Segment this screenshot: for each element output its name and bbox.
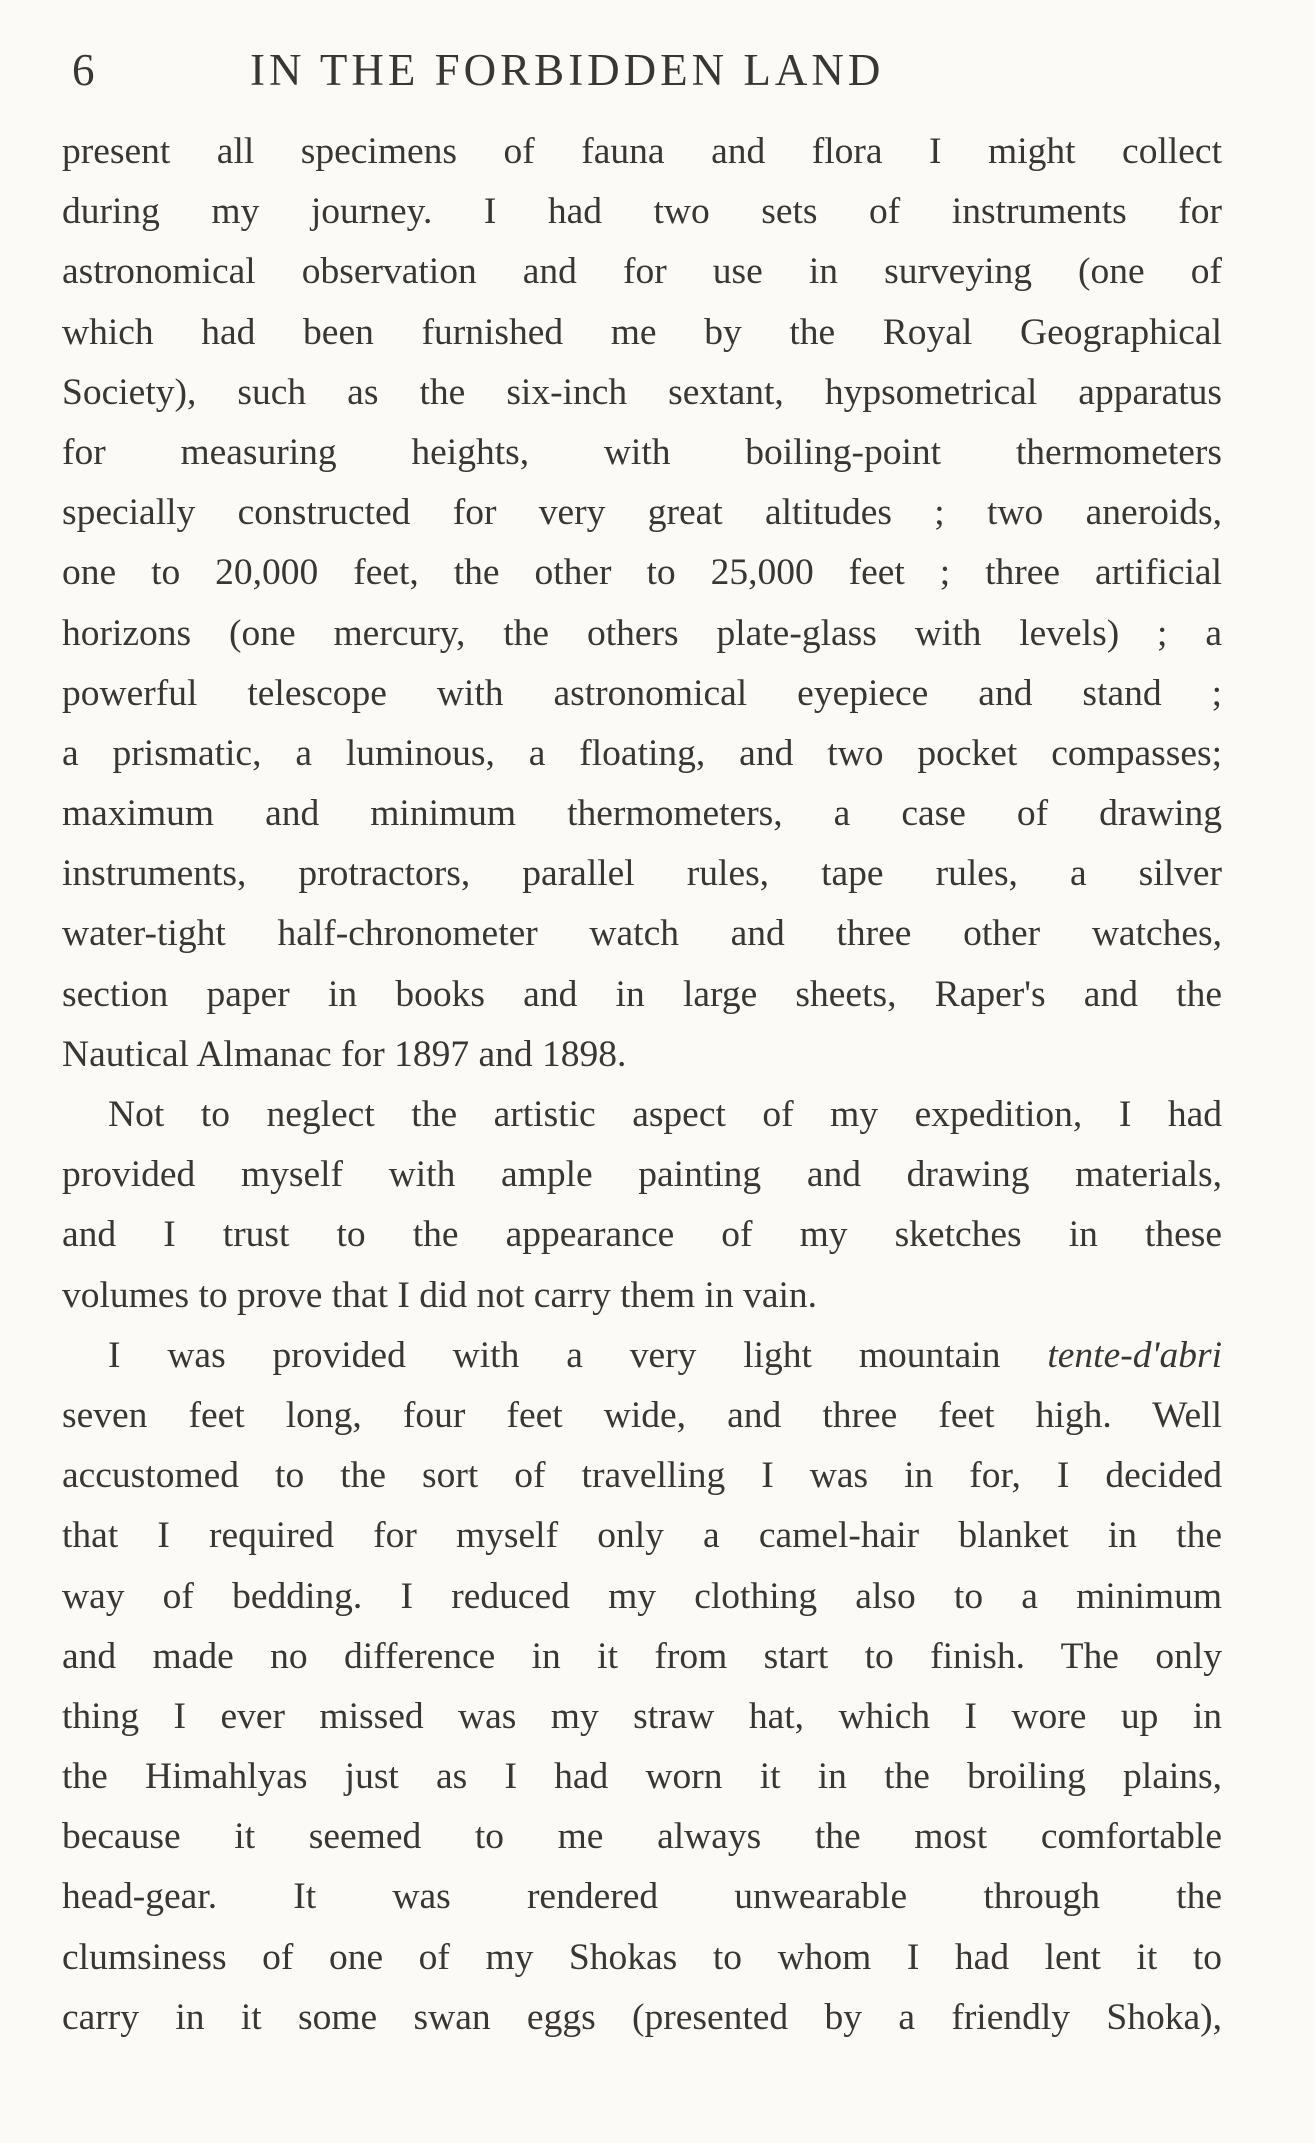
- text-line: clumsiness of one of my Shokas to whom I had lent it to: [62, 1936, 1222, 1978]
- text-line: a prismatic, a luminous, a floating, and two pocket compasses;: [62, 732, 1222, 774]
- text-line: during my journey. I had two sets of instruments for: [62, 191, 1222, 233]
- text-line: accustomed to the sort of travelling I was in for, I decided: [62, 1455, 1222, 1497]
- text-line: water-tight half-chronometer watch and three other watches,: [62, 913, 1222, 955]
- text-line: Society), such as the six-inch sextant, hypsometrical apparatus: [62, 371, 1222, 413]
- text-line: provided myself with ample painting and drawing materials,: [62, 1154, 1222, 1196]
- running-head: [60, 40, 1240, 100]
- text-line: way of bedding. I reduced my clothing also to a minimum: [62, 1575, 1222, 1617]
- text-line: one to 20,000 feet, the other to 25,000 feet ; three artificial: [62, 552, 1222, 594]
- text-line: section paper in books and in large sheets, Raper's and the: [62, 973, 1222, 1015]
- text-line: horizons (one mercury, the others plate-glass with levels) ; a: [62, 612, 1222, 654]
- paragraph-end-line: Nautical Almanac for 1897 and 1898.: [62, 1033, 627, 1075]
- body-text: [62, 122, 1222, 2048]
- text-line: that I required for myself only a camel-hair blanket in the: [62, 1515, 1222, 1557]
- paragraph-start-line: Not to neglect the artistic aspect of my expedition, I had: [108, 1094, 1222, 1135]
- text-line: carry in it some swan eggs (presented by a friendly Shoka),: [62, 1996, 1222, 2038]
- text-segment: I was provided with a very light mountain: [108, 1334, 1001, 1376]
- text-line: head-gear. It was rendered unwearable through the: [62, 1876, 1222, 1918]
- text-line: astronomical observation and for use in surveying (one of: [62, 251, 1222, 293]
- text-line: powerful telescope with astronomical eyepiece and stand ;: [62, 672, 1222, 714]
- text-line: maximum and minimum thermometers, a case of drawing: [62, 793, 1222, 835]
- text-line: specially constructed for very great altitudes ; two aneroids,: [62, 492, 1222, 534]
- paragraph-end-line: volumes to prove that I did not carry them in vain.: [62, 1274, 818, 1316]
- text-line: the Himahlyas just as I had worn it in the broiling plains,: [62, 1756, 1222, 1798]
- page-number: 6: [72, 45, 98, 95]
- running-title: IN THE FORBIDDEN LAND: [250, 45, 885, 95]
- text-line: for measuring heights, with boiling-point thermometers: [62, 431, 1222, 473]
- text-line: and made no difference in it from start to finish. The only: [62, 1635, 1222, 1677]
- paragraph-start-line: [62, 1326, 1222, 1386]
- text-line: thing I ever missed was my straw hat, which I wore up in: [62, 1695, 1222, 1737]
- text-line: which had been furnished me by the Royal Geographical: [62, 311, 1222, 353]
- text-line: present all specimens of fauna and flora I might collect: [62, 131, 1222, 172]
- text-line: and I trust to the appearance of my sketches in these: [62, 1214, 1222, 1256]
- text-line: because it seemed to me always the most comfortable: [62, 1816, 1222, 1858]
- text-line: instruments, protractors, parallel rules, tape rules, a silver: [62, 853, 1222, 895]
- text-line: seven feet long, four feet wide, and three feet high. Well: [62, 1394, 1222, 1436]
- italic-term: tente-d'abri: [1047, 1334, 1222, 1376]
